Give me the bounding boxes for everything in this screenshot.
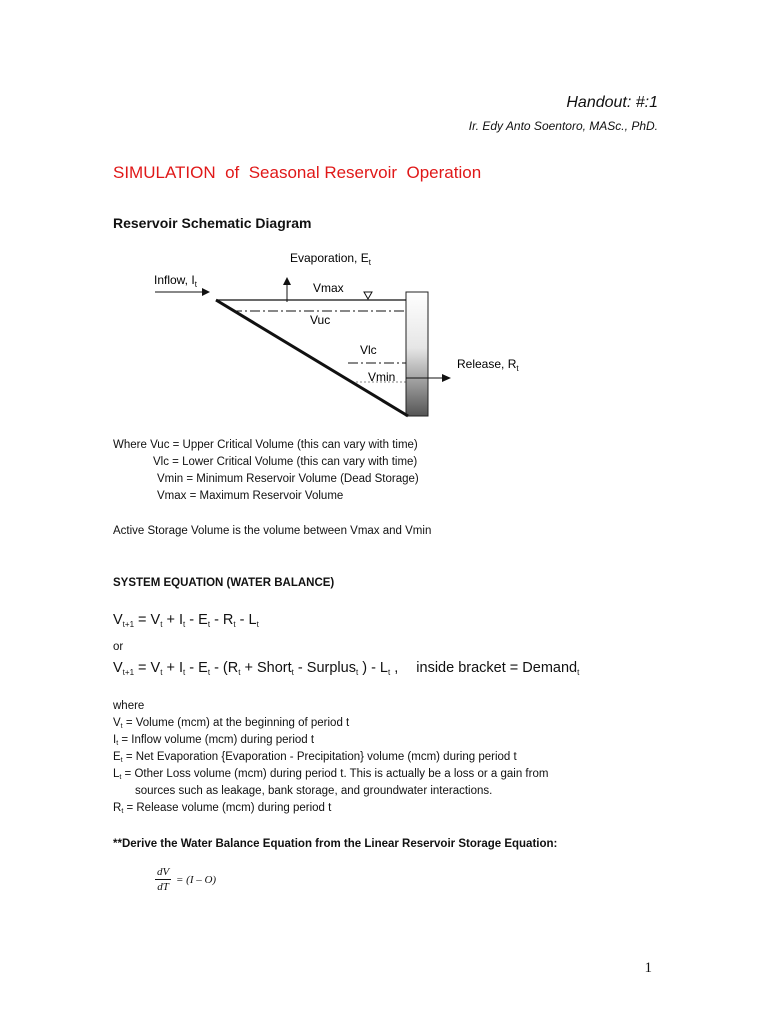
water-level-marker <box>364 292 372 299</box>
section-heading: Reservoir Schematic Diagram <box>113 215 312 231</box>
def-release: $R_t$ = Release volume (mcm) during period t <box>113 802 332 815</box>
vlc-label: Vlc <box>360 343 377 357</box>
vmax-label: Vmax <box>313 281 344 295</box>
inflow-label: Inflow, $I_t$ <box>154 273 197 289</box>
release-arrowhead-icon <box>442 374 451 382</box>
vmin-label: Vmin <box>368 370 396 384</box>
fraction-numerator: dV <box>157 866 170 878</box>
def-volume: $V_t$ = Volume (mcm) at the beginning of period t <box>113 717 350 730</box>
def-evaporation: $E_t$ = Net Evaporation {Evaporation - Precipitation} volume (mcm) during period t <box>113 751 517 764</box>
def-loss: $L_t$ = Other Loss volume (mcm) during period t. This is actually be a loss or a gain from <box>113 768 549 781</box>
variable-definitions <box>113 698 548 817</box>
evaporation-arrowhead-icon <box>283 277 291 285</box>
definition-vuc: Where Vuc = Upper Critical Volume (this can vary with time) <box>113 439 418 451</box>
linear-storage-equation <box>155 866 216 893</box>
inflow-arrowhead-icon <box>202 288 210 296</box>
fraction-denominator: dT <box>157 881 169 893</box>
equation-rhs: = (I – O) <box>175 873 217 886</box>
dam-wall <box>406 292 428 416</box>
evaporation-label: Evaporation, $E_t$ <box>290 251 371 267</box>
definition-vmin: Vmin = Minimum Reservoir Volume (Dead Storage) <box>157 473 419 485</box>
demand-equation: $V_{t+1} = V_t + I_t - E_t - (R_t$ + Short$_t$ - Surplus$_t$ ) - $L_t$ , inside bracket = Demand$_t$ <box>113 660 580 677</box>
definition-vmax: Vmax = Maximum Reservoir Volume <box>157 490 344 502</box>
def-loss-continued: sources such as leakage, bank storage, and groundwater interactions. <box>135 785 493 797</box>
definition-vlc: Vlc = Lower Critical Volume (this can vary with time) <box>153 456 418 468</box>
vuc-label: Vuc <box>310 313 331 327</box>
definitions-block <box>113 437 419 505</box>
author-line: Ir. Edy Anto Soentoro, MASc., PhD. <box>468 119 658 133</box>
active-storage-note: Active Storage Volume is the volume between Vmax and Vmin <box>113 525 432 537</box>
def-inflow: $I_t$ = Inflow volume (mcm) during period t <box>113 734 315 747</box>
or-text: or <box>113 641 124 653</box>
water-balance-equation: $V_{t+1} = V_t + I_t - E_t - R_t - L_t$ <box>113 612 259 629</box>
release-label: Release, $R_t$ <box>457 357 519 373</box>
where-label: where <box>113 700 145 712</box>
page-number: 1 <box>644 960 652 976</box>
system-equation-heading: SYSTEM EQUATION (WATER BALANCE) <box>113 577 335 589</box>
demand-note: inside bracket = Demand <box>416 660 578 676</box>
derive-instruction: **Derive the Water Balance Equation from the Linear Reservoir Storage Equation: <box>113 838 558 850</box>
handout-label: Handout: #:1 <box>566 94 658 111</box>
reservoir-schematic-diagram <box>140 242 540 432</box>
page-title: SIMULATION of Seasonal Reservoir Operation <box>113 163 482 182</box>
